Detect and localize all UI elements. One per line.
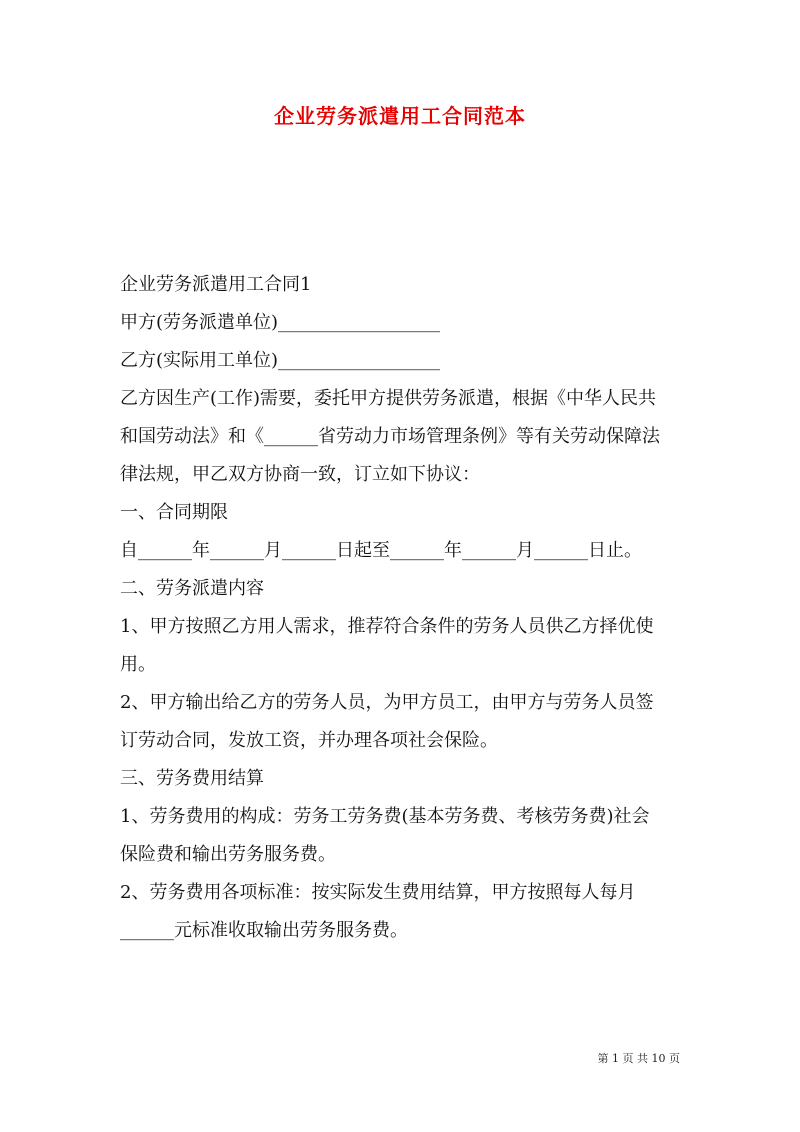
clause-2-2-line-1: 2、甲方输出给乙方的劳务人员，为甲方员工，由甲方与劳务人员签 <box>120 692 654 713</box>
term-dates-line: 自______年______月______日起至______年______月______日止。 <box>120 540 642 561</box>
section-2-heading: 二、劳务派遣内容 <box>120 578 264 599</box>
contract-heading: 企业劳务派遣用工合同1 <box>120 274 312 295</box>
clause-3-1-line-2: 保险费和输出劳务服务费。 <box>120 844 336 865</box>
preamble-line-1: 乙方因生产(工作)需要，委托甲方提供劳务派遣，根据《中华人民共 <box>120 388 657 409</box>
clause-3-1-line-1: 1、劳务费用的构成：劳务工劳务费(基本劳务费、考核劳务费)社会 <box>120 806 650 827</box>
clause-2-2-line-2: 订劳动合同，发放工资，并办理各项社会保险。 <box>120 730 498 751</box>
document-body <box>120 266 690 950</box>
preamble-line-2: 和国劳动法》和《______省劳动力市场管理条例》等有关劳动保障法 <box>120 426 660 447</box>
document-title: 企业劳务派遣用工合同范本 <box>274 104 526 128</box>
page-number-footer: 第 1 页 共 10 页 <box>597 1052 680 1065</box>
party-a-line: 甲方(劳务派遣单位)__________________ <box>120 312 441 333</box>
clause-3-2-line-2: ______元标准收取输出劳务服务费。 <box>120 920 408 941</box>
preamble-line-3: 律法规，甲乙双方协商一致，订立如下协议： <box>120 464 480 485</box>
section-3-heading: 三、劳务费用结算 <box>120 768 264 789</box>
clause-2-1-line-2: 用。 <box>120 654 156 675</box>
party-b-line: 乙方(实际用工单位)__________________ <box>120 350 441 371</box>
clause-2-1-line-1: 1、甲方按照乙方用人需求，推荐符合条件的劳务人员供乙方择优使 <box>120 616 654 637</box>
section-1-heading: 一、合同期限 <box>120 502 228 523</box>
clause-3-2-line-1: 2、劳务费用各项标准：按实际发生费用结算，甲方按照每人每月 <box>120 882 636 903</box>
